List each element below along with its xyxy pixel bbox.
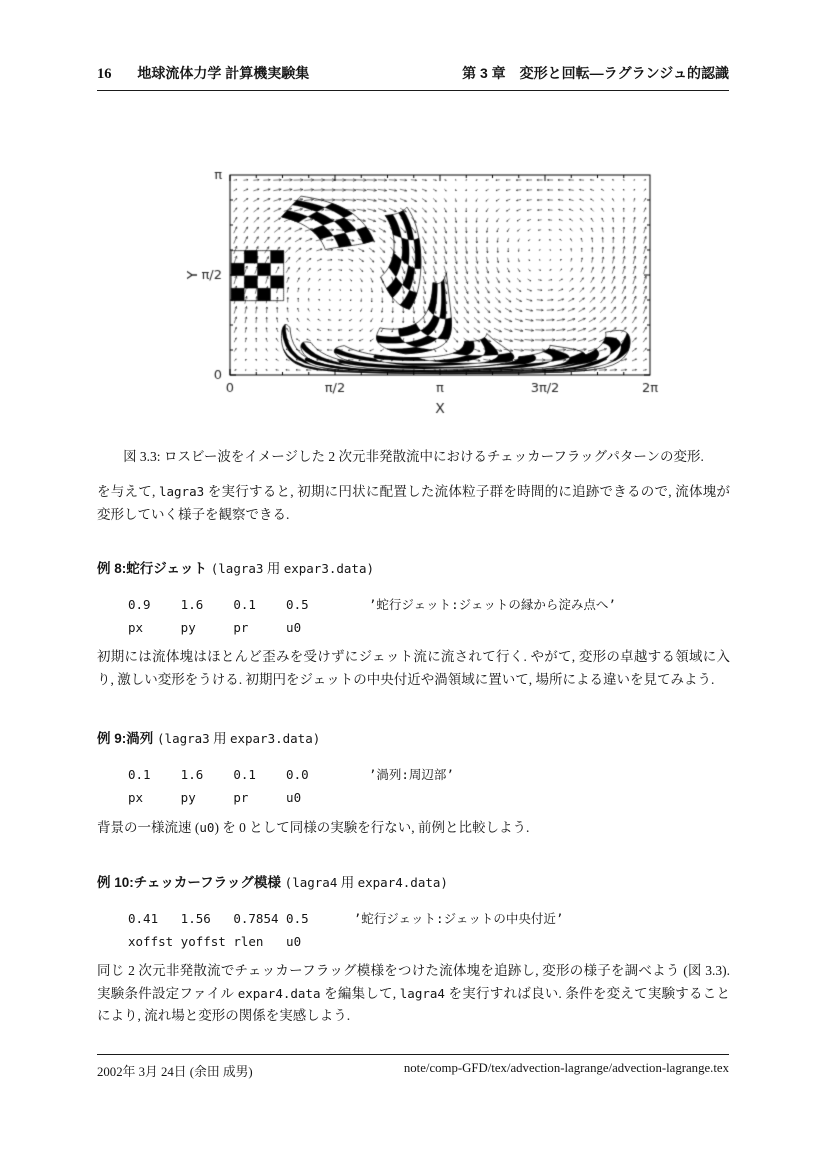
example-9-heading: 例 9:渦列 (lagra3 用 expar3.data)	[97, 731, 321, 746]
code-line: 0.9 1.6 0.1 0.5 ’蛇行ジェット:ジェットの縁から淀み点へ’	[128, 597, 616, 612]
example-10-code	[128, 907, 730, 953]
code-line: xoffst yoffst rlen u0	[128, 934, 302, 949]
code-line: px py pr u0	[128, 790, 302, 805]
paragraph-lagra3: を与えて, lagra3 を実行すると, 初期に円状に配置した流体粒子群を時間的に追跡できるので, 流体塊が変形していく様子を観察できる.	[97, 484, 730, 522]
paragraph-example-8: 初期には流体塊はほとんど歪みを受けずにジェット流に流されて行く. やがて, 変形の卓越する領域に入り, 激しい変形をうける. 初期円をジェットの中央付近や渦領域に置いて, 場所による違いを見てみよう.	[97, 649, 730, 687]
page-number: 16	[97, 66, 112, 82]
quiver-flag-figure-canvas	[180, 163, 680, 431]
example-8-code	[128, 593, 730, 639]
paragraph-example-10: 同じ 2 次元非発散流でチェッカーフラッグ模様をつけた流体塊を追跡し, 変形の様子を調べよう (図 3.3). 実験条件設定ファイル expar4.data を編集して, lagra4 を実行すれば良い. 条件を変えて実験することにより, 流れ場と変形の関係を実感しよう.	[97, 963, 731, 1023]
example-8-heading: 例 8:蛇行ジェット (lagra3 用 expar3.data)	[97, 561, 374, 576]
figure-3-3	[180, 163, 680, 431]
page-header	[97, 63, 729, 91]
footer-file-path: note/comp-GFD/tex/advection-lagrange/advection-lagrange.tex	[403, 1061, 729, 1075]
paragraph-example-9: 背景の一様流速 (u0) を 0 として同様の実験を行ない, 前例と比較しよう.	[97, 820, 530, 835]
figure-caption: 図 3.3: ロスビー波をイメージした 2 次元非発散流中におけるチェッカーフラッグパターンの変形.	[123, 449, 704, 464]
code-line: px py pr u0	[128, 620, 302, 635]
header-left	[97, 63, 309, 83]
example-9-code	[128, 763, 730, 809]
example-10-heading: 例 10:チェッカーフラッグ模様 (lagra4 用 expar4.data)	[97, 875, 448, 890]
footer-date: 2002年 3月 24日 (余田 成男)	[97, 1065, 253, 1079]
header-left-title: 地球流体力学 計算機実験集	[137, 65, 310, 81]
code-line: 0.41 1.56 0.7854 0.5 ’蛇行ジェット:ジェットの中央付近’	[128, 911, 564, 926]
header-chapter-title: 第 3 章 変形と回転—ラグランジュ的認識	[462, 65, 729, 81]
code-line: 0.1 1.6 0.1 0.0 ’渦列:周辺部’	[128, 767, 454, 782]
page-footer	[97, 1054, 729, 1080]
